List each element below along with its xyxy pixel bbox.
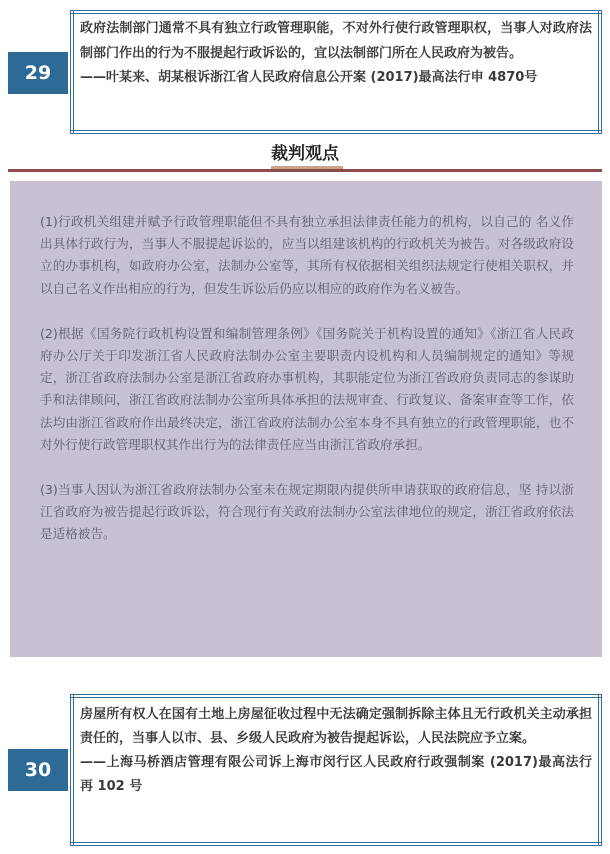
opinion-paragraph-1: (1)行政机关组建并赋予行政管理职能但不具有独立承担法律责任能力的机构，以自己的 名义作出具体行政行为，当事人不服提起诉讼的，应当以组建该机构的行政机关为被告。对各级政府设立的办事机构，如政府办公室，法制办公室等，其所有权依据相关组织法规定行使相关职权，并以自己名义作出相应的行为，但发生诉讼后仍应以相应的政府作为名义被告。 xyxy=(40,214,574,296)
section-title: 裁判观点 xyxy=(271,144,339,164)
card-border-bottom xyxy=(70,842,602,846)
card-border-top xyxy=(70,10,602,14)
card-border-right xyxy=(598,10,602,134)
card-border-right xyxy=(598,694,602,846)
opinion-paragraph-2: (2)根据《国务院行政机构设置和编制管理条例》《国务院关于机构设置的通知》《浙江省人民政府办公厅关于印发浙江省人民政府法制办公室主要职责内设机构和人员编制规定的通知》等规定，浙江省政府法制办公室是浙江省政府办事机构，其职能定位为浙江省政府负责同志的参谋助手和法律顾问，浙江省政府法制办公室所具体承担的法规审查、行政复议、备案审查等工作，依法均由浙江省政府作出最终决定，浙江省政府法制办公室本身不具有独立的行政管理职能，也不对外行使行政管理职权其作出行为的法律责任应当由浙江省政府承担。 xyxy=(40,325,574,452)
case-card-30 xyxy=(8,694,602,846)
case-citation: ——上海马桥酒店管理有限公司诉上海市闵行区人民政府行政强制案 (2017)最高法行 再 102 号 xyxy=(80,755,592,794)
case-holding: 房屋所有权人在国有土地上房屋征收过程中无法确定强制拆除主体且无行政机关主动承担责任的，当事人以市、县、乡级人民政府为被告提起诉讼，人民法院应予立案。 xyxy=(80,707,592,746)
case-card-29 xyxy=(8,10,602,134)
card-border-left xyxy=(70,10,74,134)
case-text xyxy=(80,17,592,91)
case-text xyxy=(80,703,592,799)
card-border-top xyxy=(70,694,602,698)
case-number: 29 xyxy=(24,62,52,84)
case-number-badge xyxy=(8,749,68,791)
case-number-badge xyxy=(8,52,68,94)
case-citation: ——叶某来、胡某根诉浙江省人民政府信息公开案 (2017)最高法行申 4870号 xyxy=(80,70,538,85)
opinion-block xyxy=(10,181,602,657)
opinion-paragraph-3: (3)当事人因认为浙江省政府法制办公室未在规定期限内提供所申请获取的政府信息，坚 持以浙江省政府为被告提起行政诉讼，符合现行有关政府法制办公室法律地位的规定，浙江省政府依法是适格被告。 xyxy=(40,482,574,542)
section-divider xyxy=(8,169,602,172)
case-number: 30 xyxy=(24,759,52,781)
card-border-left xyxy=(70,694,74,846)
case-holding: 政府法制部门通常不具有独立行政管理职能，不对外行使行政管理职权，当事人对政府法制部门作出的行为不服提起行政诉讼的，宜以法制部门所在人民政府为被告。 xyxy=(80,21,592,61)
section-heading xyxy=(0,142,610,174)
card-border-bottom xyxy=(70,130,602,134)
